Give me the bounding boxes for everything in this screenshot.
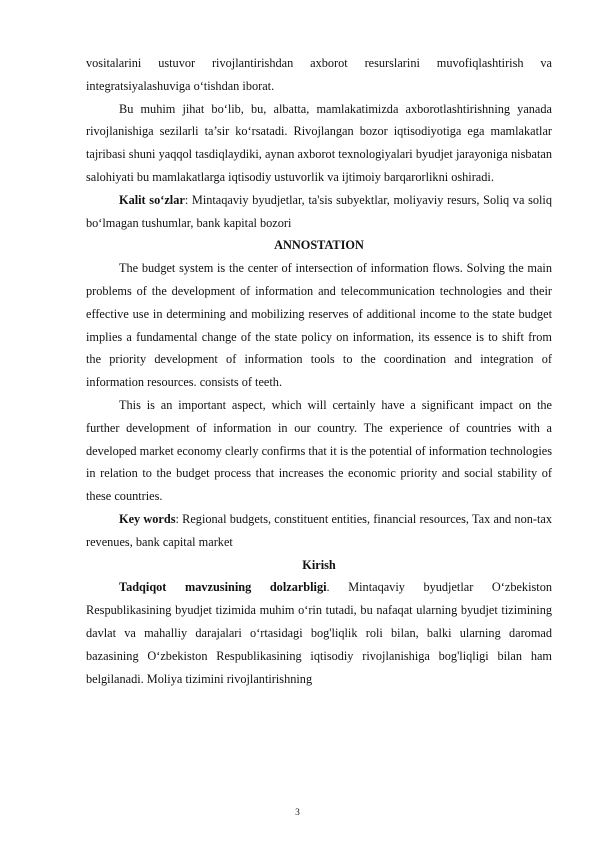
paragraph-uz-importance: Bu muhim jihat bo‘lib, bu, albatta, mamlakatimizda axborotlashtirishning yanada rivojlanishiga sezilarli ta’sir ko‘rsatadi. Rivojlangan bozor iqtisodiyotiga ega mamlakatlar tajribasi shuni yaqqol tasdiqlaydiki, aynan axborot texnologiyalari byudjet jarayoniga nisbatan salohiyati bu mamlakatlarga iqtisodiy ustuvorlik va ijtimoiy barqarorlikni oshiradi. [86,101,552,184]
annotation-heading: ANNOSTATION [274,238,364,253]
paragraph-en-keywords [86,508,552,554]
paragraph-uz-keywords [86,189,552,235]
uz-keywords-label: Kalit so‘zlar [119,192,185,207]
research-relevance-text: . Mintaqaviy byudjetlar O‘zbekiston Respublikasining byudjet tizimida muhim o‘rin tutadi, bu nafaqat ularning byudjet tizimining davlat va mahalliy darajalari o‘rtasidagi bog'liqlik roli bilan, balki ularning daromad bazasining O‘zbekiston Respublikasining iqtisodiy rivojlanishiga bog'liqligi bilan ham belgilanadi. Moliya tizimini rivojlantirishning [86,580,552,686]
en-keywords-text: : Regional budgets, constituent entities, financial resources, Tax and non-tax revenues, bank capital market [86,511,552,549]
en-keywords-label: Key words [119,511,176,526]
uz-keywords-text: : Mintaqaviy byudjetlar, ta'sis subyektlar, moliyaviy resurs, Soliq va soliq bo‘lmagan tushumlar, bank kapital bozori [86,192,552,230]
paragraph-en-importance: This is an important aspect, which will certainly have a significant impact on the further development of information in our country. The experience of countries with a developed market economy clearly confirms that it is the potential of information technologies in relation to the budget process that increases the economic priority and social stability of these countries. [86,397,552,504]
research-relevance-label: Tadqiqot mavzusining dolzarbligi [119,580,327,595]
paragraph-en-budget-system: The budget system is the center of intersection of information flows. Solving the main problems of the development of information and telecommunication technologies and their effective use in determining and mobilizing reserves of additional income to the state budget implies a fundamental change of the state policy on information, its essence is to shift from the priority development of information tools to the coordination and integration of information resources. consists of teeth. [86,261,552,390]
document-body [86,52,552,690]
page-number: 3 [295,808,300,818]
paragraph-intro-continuation: vositalarini ustuvor rivojlantirishdan axborot resurslarini muvofiqlashtirish va integratsiyalashuviga o‘tishdan iborat. [86,56,552,93]
paragraph-research-relevance [86,576,552,690]
kirish-heading: Kirish [302,557,336,572]
